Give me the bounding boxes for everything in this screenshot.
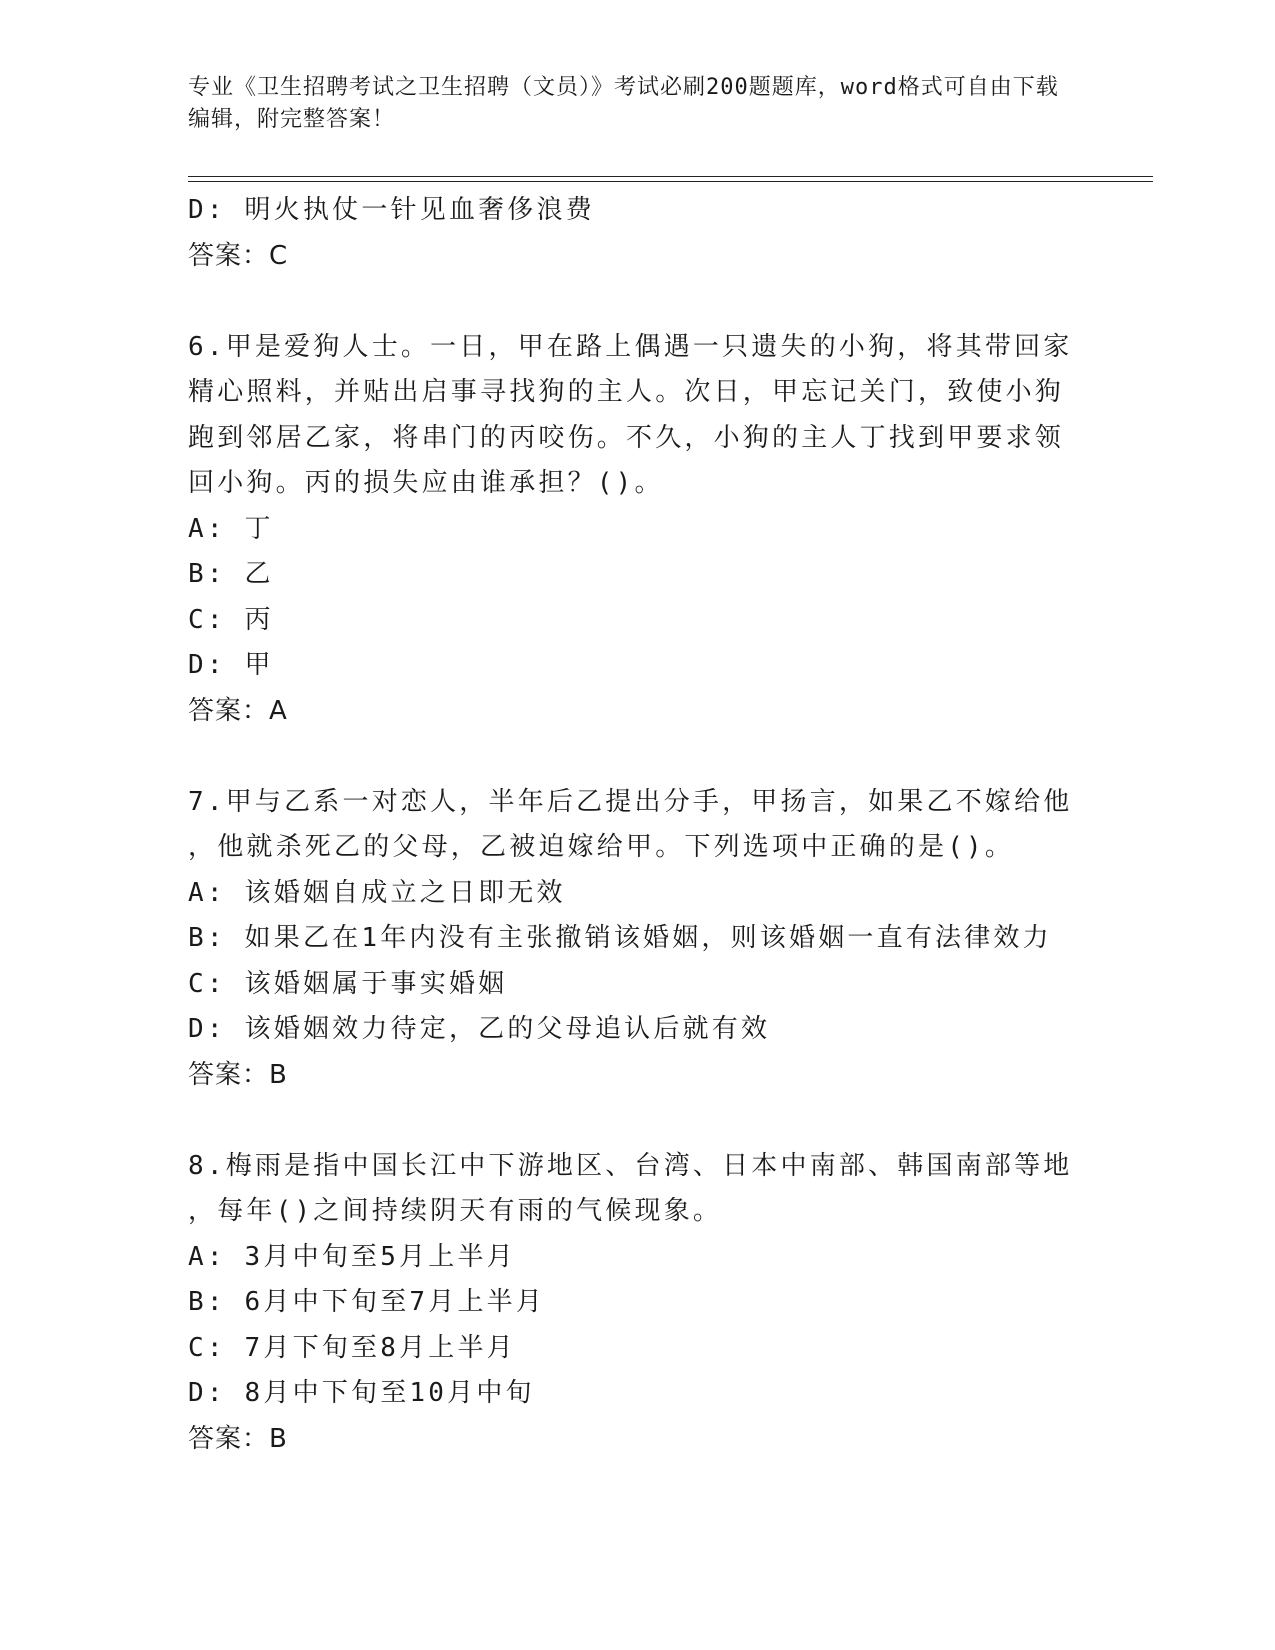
- question-option-b: B: 乙: [188, 559, 274, 589]
- prev-question-answer: 答案：C: [188, 240, 289, 271]
- question-option-a: A: 丁: [188, 513, 274, 544]
- question-option-a: A: 该婚姻自成立之日即无效: [188, 877, 566, 908]
- document-header: [188, 72, 1068, 136]
- prev-question-option-d: D: 明火执仗一针见血奢侈浪费: [188, 195, 595, 225]
- question-stem-line: 回小狗。丙的损失应由谁承担？()。: [188, 468, 664, 498]
- question-7: [188, 780, 1073, 1099]
- question-option-c: C: 该婚姻属于事实婚姻: [188, 968, 508, 999]
- question-option-c: C: 丙: [188, 604, 274, 635]
- spacer: [188, 1098, 1068, 1144]
- spacer: [188, 279, 1068, 325]
- header-divider-bottom: [188, 181, 1153, 182]
- question-answer: 答案：B: [188, 1059, 288, 1090]
- question-option-d: D: 甲: [188, 650, 274, 680]
- question-stem-line: ，每年()之间持续阴天有雨的气候现象。: [188, 1196, 723, 1226]
- spacer: [188, 734, 1068, 780]
- question-answer: 答案：A: [188, 695, 288, 726]
- document-body: [188, 188, 1073, 1462]
- question-option-b: B: 6月中下旬至7月上半月: [188, 1287, 546, 1317]
- question-stem-line: 精心照料，并贴出启事寻找狗的主人。次日，甲忘记关门，致使小狗: [188, 377, 1065, 407]
- question-option-a: A: 3月中旬至5月上半月: [188, 1241, 516, 1272]
- question-stem-line: 7.甲与乙系一对恋人，半年后乙提出分手，甲扬言，如果乙不嫁给他: [188, 786, 1073, 817]
- question-stem-line: 6.甲是爱狗人士。一日，甲在路上偶遇一只遗失的小狗，将其带回家: [188, 331, 1073, 362]
- question-option-d: D: 8月中下旬至10月中旬: [188, 1378, 535, 1408]
- header-text: 专业《卫生招聘考试之卫生招聘（文员）》考试必刷200题题库，word格式可自由下载编辑，附完整答案！: [188, 75, 1059, 132]
- header-divider-top: [188, 176, 1153, 177]
- question-8: [188, 1144, 1073, 1463]
- question-6: [188, 325, 1073, 735]
- question-stem-line: 跑到邻居乙家，将串门的丙咬伤。不久，小狗的主人丁找到甲要求领: [188, 422, 1065, 453]
- question-stem-line: 8.梅雨是指中国长江中下游地区、台湾、日本中南部、韩国南部等地: [188, 1150, 1073, 1181]
- question-option-d: D: 该婚姻效力待定，乙的父母追认后就有效: [188, 1014, 771, 1044]
- question-answer: 答案：B: [188, 1423, 288, 1454]
- question-option-c: C: 7月下旬至8月上半月: [188, 1332, 516, 1363]
- question-stem-line: ，他就杀死乙的父母，乙被迫嫁给甲。下列选项中正确的是()。: [188, 832, 1015, 862]
- question-option-b: B: 如果乙在1年内没有主张撤销该婚姻，则该婚姻一直有法律效力: [188, 923, 1052, 953]
